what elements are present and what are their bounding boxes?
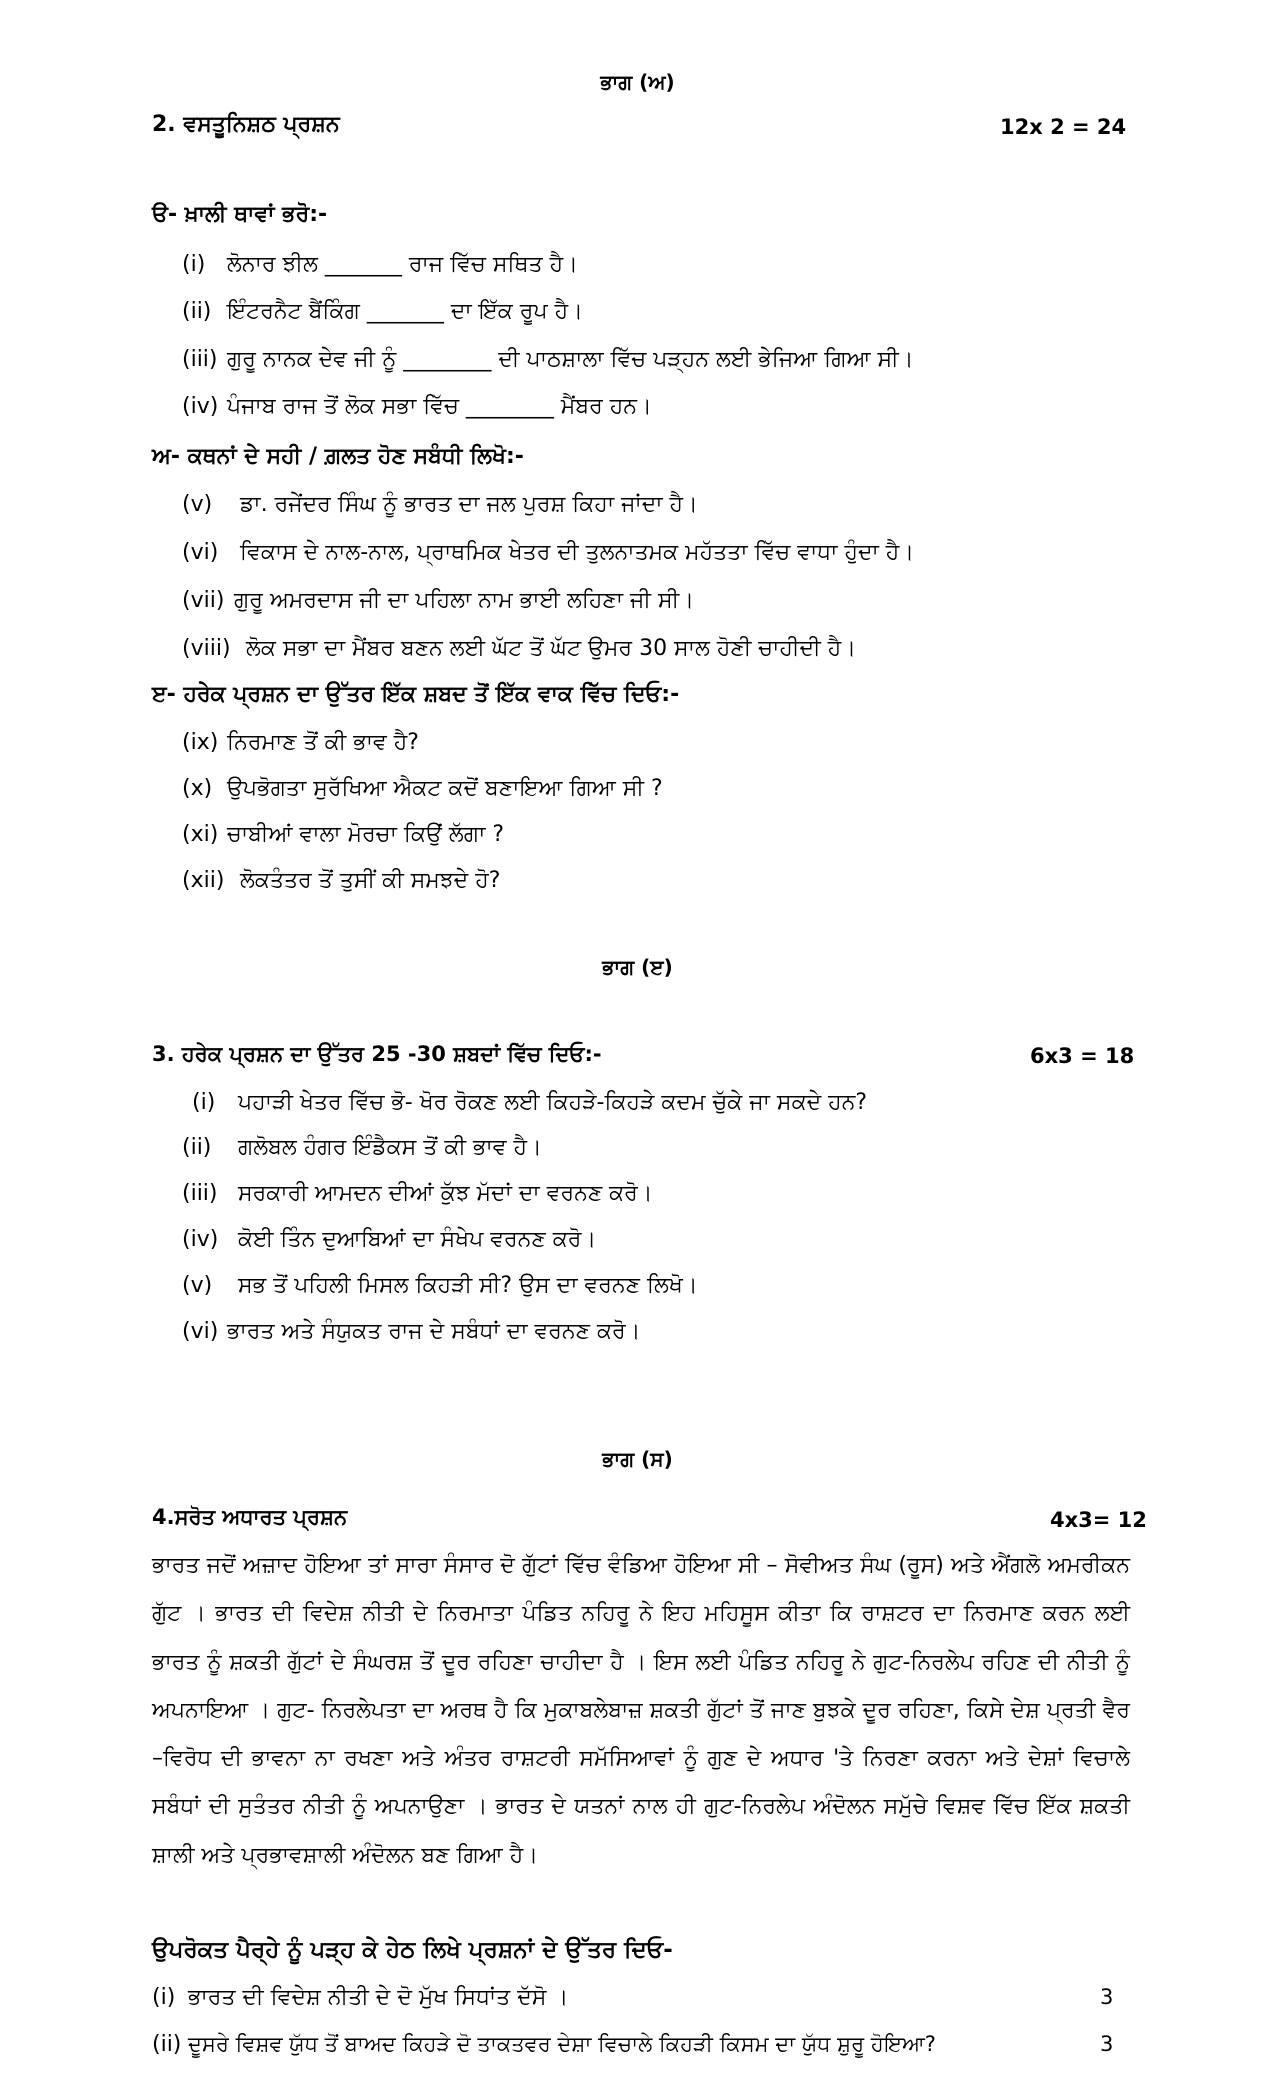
list-item: (i) ਭਾਰਤ ਦੀ ਵਿਦੇਸ਼ ਨੀਤੀ ਦੇ ਦੋ ਮੁੱਖ ਸਿਧਾਂਤ ਦੱਸੋ । [152,1985,569,2010]
list-item: (ii) ਗਲੋਬਲ ਹੰਗਰ ਇੰਡੈਕਸ ਤੋਂ ਕੀ ਭਾਵ ਹੈ। [182,1135,542,1160]
list-item: (x) ਉਪਭੋਗਤਾ ਸੁਰੱਖਿਆ ਐਕਟ ਕਦੋਂ ਬਣਾਇਆ ਗਿਆ ਸੀ ? [182,776,663,801]
part-a-heading: ਭਾਗ (ਅ) [600,70,675,94]
list-item: (xi) ਚਾਬੀਆਂ ਵਾਲਾ ਮੋਰਚਾ ਕਿਉਂ ਲੱਗਾ ? [182,822,505,847]
list-item: (vi) ਵਿਕਾਸ ਦੇ ਨਾਲ-ਨਾਲ, ਪ੍ਰਾਥਮਿਕ ਖੇਤਰ ਦੀ ਤੁਲਨਾਤਮਕ ਮਹੱਤਤਾ ਵਿੱਚ ਵਾਧਾ ਹੁੰਦਾ ਹੈ। [182,540,915,565]
list-item: (ii) ਦੂਸਰੇ ਵਿਸ਼ਵ ਯੁੱਧ ਤੋਂ ਬਾਅਦ ਕਿਹੜੇ ਦੋ ਤਾਕਤਵਰ ਦੇਸ਼ਾ ਵਿਚਾਲੇ ਕਿਹੜੀ ਕਿਸਮ ਦਾ ਯੁੱਧ ਸ਼ੁਰੂ ਹੋਇਆ? [152,2032,936,2057]
source-passage: ਭਾਰਤ ਜਦੋਂ ਅਜ਼ਾਦ ਹੋਇਆ ਤਾਂ ਸਾਰਾ ਸੰਸਾਰ ਦੋ ਗੁੱਟਾਂ ਵਿੱਚ ਵੰਡਿਆ ਹੋਇਆ ਸੀ – ਸੋਵੀਅਤ ਸੰਘ (ਰੂਸ) ਅਤੇ ਐਂਗਲੋ ਅਮਰੀਕਨ ਗੁੱਟ । ਭਾਰਤ ਦੀ ਵਿਦੇਸ਼ ਨੀਤੀ ਦੇ ਨਿਰਮਾਤਾ ਪੰਡਿਤ ਨਹਿਰੂ ਨੇ ਇਹ ਮਹਿਸੂਸ ਕੀਤਾ ਕਿ ਰਾਸ਼ਟਰ ਦਾ ਨਿਰਮਾਣ ਕਰਨ ਲਈ ਭਾਰਤ ਨੂੰ ਸ਼ਕਤੀ ਗੁੱਟਾਂ ਦੇ ਸੰਘਰਸ਼ ਤੋਂ ਦੂਰ ਰਹਿਣਾ ਚਾਹੀਦਾ ਹੈ । ਇਸ ਲਈ ਪੰਡਿਤ ਨਹਿਰੂ ਨੇ ਗੁਟ-ਨਿਰਲੇਪ ਰਹਿਣ ਦੀ ਨੀਤੀ ਨੂੰ ਅਪਨਾਇਆ । ਗੁਟ- ਨਿਰਲੇਪਤਾ ਦਾ ਅਰਥ ਹੈ ਕਿ ਮੁਕਾਬਲੇਬਾਜ਼ ਸ਼ਕਤੀ ਗੁੱਟਾਂ ਤੋਂ ਜਾਣ ਬੁਝਕੇ ਦੂਰ ਰਹਿਣਾ, ਕਿਸੇ ਦੇਸ਼ ਪ੍ਰਤੀ ਵੈਰ –ਵਿਰੋਧ ਦੀ ਭਾਵਨਾ ਨਾ ਰਖਣਾ ਅਤੇ ਅੰਤਰ ਰਾਸ਼ਟਰੀ ਸਮੱਸਿਆਵਾਂ ਨੂੰ ਗੁਣ ਦੇ ਅਧਾਰ 'ਤੇ ਨਿਰਣਾ ਕਰਨਾ ਅਤੇ ਦੇਸ਼ਾਂ ਵਿਚਾਲੇ ਸਬੰਧਾਂ ਦੀ ਸੁਤੰਤਰ ਨੀਤੀ ਨੂੰ ਅਪਨਾਉਣਾ । ਭਾਰਤ ਦੇ ਯਤਨਾਂ ਨਾਲ ਹੀ ਗੁਟ-ਨਿਰਲੇਪ ਅੰਦੋਲਨ ਸਮੁੱਚੇ ਵਿਸ਼ਵ ਵਿੱਚ ਇੱਕ ਸ਼ਕਤੀ ਸ਼ਾਲੀ ਅਤੇ ਪ੍ਰਭਾਵਸ਼ਾਲੀ ਅੰਦੋਲਨ ਬਣ ਗਿਆ ਹੈ। [152,1553,1130,1868]
list-item: (xii) ਲੋਕਤੰਤਰ ਤੋਂ ਤੁਸੀਂ ਕੀ ਸਮਝਦੇ ਹੋ? [182,868,501,893]
list-item: (ii) ਇੰਟਰਨੈਟ ਬੈਂਕਿੰਗ _______ ਦਾ ਇੱਕ ਰੂਪ ਹੈ। [182,299,583,324]
list-item: (iii) ਗੁਰੂ ਨਾਨਕ ਦੇਵ ਜੀ ਨੂੰ ________ ਦੀ ਪਾਠਸ਼ਾਲਾ ਵਿੱਚ ਪੜ੍ਹਨ ਲਈ ਭੇਜਿਆ ਗਿਆ ਸੀ। [182,347,914,372]
list-item: (iv) ਕੋਈ ਤਿੰਨ ਦੁਆਬਿਆਂ ਦਾ ਸੰਖੇਪ ਵਰਨਣ ਕਰੋ। [182,1227,597,1252]
list-item: (v) ਡਾ. ਰਜੇਂਦਰ ਸਿੰਘ ਨੂੰ ਭਾਰਤ ਦਾ ਜਲ ਪੁਰਸ਼ ਕਿਹਾ ਜਾਂਦਾ ਹੈ। [182,492,698,517]
list-item: (vi) ਭਾਰਤ ਅਤੇ ਸੰਯੁਕਤ ਰਾਜ ਦੇ ਸਬੰਧਾਂ ਦਾ ਵਰਨਣ ਕਰੋ। [182,1319,641,1344]
list-item: (i) ਪਹਾੜੀ ਖੇਤਰ ਵਿੱਚ ਭੋ- ਖੋਰ ਰੋਕਣ ਲਈ ਕਿਹੜੇ-ਕਿਹੜੇ ਕਦਮ ਚੁੱਕੇ ਜਾ ਸਕਦੇ ਹਨ? [192,1090,868,1115]
q4-marks: 4x3= 12 [1050,1508,1147,1532]
part-s-heading: ਭਾਗ (ਸ) [602,1447,673,1471]
section-a-heading: ਅ- ਕਥਨਾਂ ਦੇ ਸਹੀ / ਗ਼ਲਤ ਹੋਣ ਸਬੰਧੀ ਲਿਖੋ:- [152,444,524,469]
question-marks: 3 [1100,1985,1114,2009]
q2-marks: 12x 2 = 24 [1000,115,1127,139]
q3-title: 3. ਹਰੇਕ ਪ੍ਰਸ਼ਨ ਦਾ ਉੱਤਰ 25 -30 ਸ਼ਬਦਾਂ ਵਿੱਚ ਦਿਓ:- [152,1042,602,1066]
list-item: (iii) ਸਰਕਾਰੀ ਆਮਦਨ ਦੀਆਂ ਕੁੱਝ ਮੱਦਾਂ ਦਾ ਵਰਨਣ ਕਰੋ। [182,1181,653,1206]
list-item: (ix) ਨਿਰਮਾਣ ਤੋਂ ਕੀ ਭਾਵ ਹੈ? [182,730,419,755]
q4-title: 4.ਸਰੋਤ ਅਧਾਰਤ ਪ੍ਰਸ਼ਨ [152,1505,348,1529]
q2-title: 2. ਵਸਤੂਨਿਸ਼ਠ ਪ੍ਰਸ਼ਨ [152,112,340,137]
question-marks: 3 [1100,2032,1114,2056]
list-item: (v) ਸਭ ਤੋਂ ਪਹਿਲੀ ਮਿਸਲ ਕਿਹੜੀ ਸੀ? ਉਸ ਦਾ ਵਰਨਣ ਲਿਖੋ। [182,1273,698,1298]
q3-marks: 6x3 = 18 [1030,1044,1135,1068]
list-item: (vii) ਗੁਰੂ ਅਮਰਦਾਸ ਜੀ ਦਾ ਪਹਿਲਾ ਨਾਮ ਭਾਈ ਲਹਿਣਾ ਜੀ ਸੀ। [182,588,695,613]
list-item: (i) ਲੋਨਾਰ ਝੀਲ _______ ਰਾਜ ਵਿੱਚ ਸਥਿਤ ਹੈ। [182,252,578,277]
part-e-heading: ਭਾਗ (ੲ) [602,955,673,979]
list-item: (viii) ਲੋਕ ਸਭਾ ਦਾ ਮੈਂਬਰ ਬਣਨ ਲਈ ਘੱਟ ਤੋਂ ਘੱਟ ਉਮਰ 30 ਸਾਲ ਹੋਣੀ ਚਾਹੀਦੀ ਹੈ। [182,636,857,661]
list-item: (iv) ਪੰਜਾਬ ਰਾਜ ਤੋਂ ਲੋਕ ਸਭਾ ਵਿੱਚ ________ ਮੈਂਬਰ ਹਨ। [182,394,652,419]
passage-instruction: ਉਪਰੋਕਤ ਪੈਰ੍ਹੇ ਨੂੰ ਪੜ੍ਹ ਕੇ ਹੇਠ ਲਿਖੇ ਪ੍ਰਸ਼ਨਾਂ ਦੇ ਉੱਤਰ ਦਿਓ- [152,1937,673,1963]
section-u-heading: ੳ- ਖ਼ਾਲੀ ਥਾਵਾਂ ਭਰੋ:- [152,202,328,227]
section-e-heading: ੲ- ਹਰੇਕ ਪ੍ਰਸ਼ਨ ਦਾ ਉੱਤਰ ਇੱਕ ਸ਼ਬਦ ਤੋਂ ਇੱਕ ਵਾਕ ਵਿੱਚ ਦਿਓ:- [152,682,680,707]
